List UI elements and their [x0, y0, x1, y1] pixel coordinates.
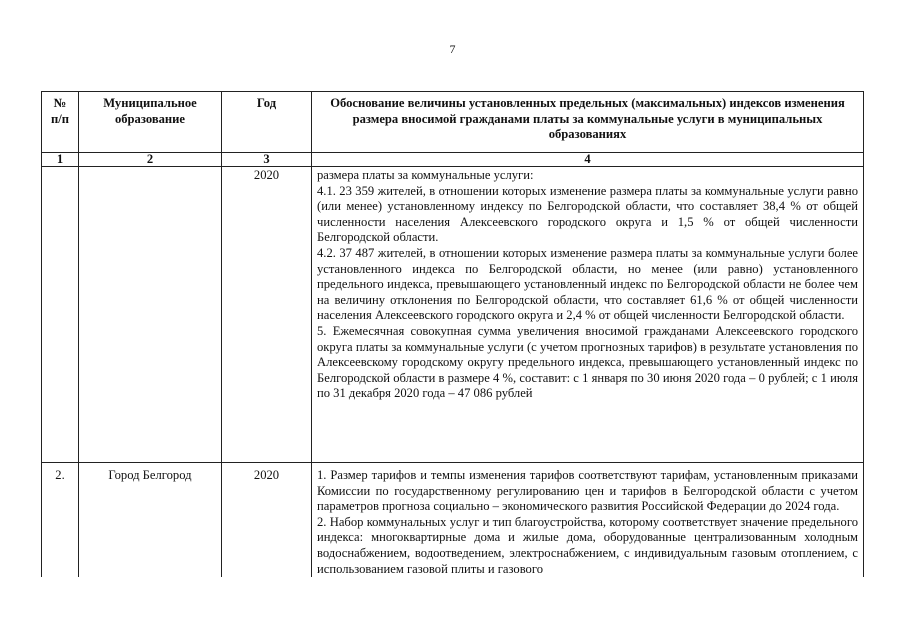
table-header-row — [42, 92, 864, 153]
column-number-row — [42, 153, 864, 167]
table-row — [42, 167, 864, 463]
header-municipality: Муниципальное образование — [79, 92, 222, 153]
table-row — [42, 463, 864, 578]
municipality-name — [79, 167, 222, 463]
rationale-paragraph: 4.2. 37 487 жителей, в отношении которых изменение размера платы за коммунальные услуги более установленного индекса по Белгородской области, но менее (или равно) установленного предельного индекса, превышающего установленный индекс по Белгородской области не более чем на величину отклонения по Белгородской области, что составляет 61,6 % от общей численности населения Алексеевского городского округа и 2,4 % от общей численности Белгородской области. — [317, 245, 858, 323]
rationale-cell — [312, 463, 864, 578]
rationale-paragraph: 1. Размер тарифов и темпы изменения тарифов соответствуют тарифам, установленным приказами Комиссии по государственному регулированию цен и тарифов в Белгородской области с учетом параметров прогноза социально – экономического развития Российской Федерации до 2024 года. — [317, 468, 858, 514]
column-number: 2 — [79, 153, 222, 167]
rationale-table — [41, 91, 864, 577]
rationale-cell — [312, 167, 864, 463]
rationale-paragraph: 5. Ежемесячная совокупная сумма увеличения вносимой гражданами Алексеевского городского округа платы за коммунальные услуги (с учетом прогнозных тарифов) в результате установления по Алексеевскому городскому округу предельного индекса, превышающего установленный индекс по Белгородской области в размере 4 %, составит: с 1 января по 30 июня 2020 года – 0 рублей; с 1 июля по 31 декабря 2020 года – 47 086 рублей — [317, 323, 858, 401]
row-number: 2. — [42, 463, 79, 578]
header-year: Год — [222, 92, 312, 153]
year-cell: 2020 — [222, 463, 312, 578]
rationale-paragraph: размера платы за коммунальные услуги: — [317, 168, 534, 182]
municipality-name: Город Белгород — [79, 463, 222, 578]
page-number: 7 — [449, 42, 456, 56]
year-cell: 2020 — [222, 167, 312, 463]
column-number: 1 — [42, 153, 79, 167]
column-number: 4 — [312, 153, 864, 167]
header-rationale: Обоснование величины установленных предельных (максимальных) индексов изменения размера вносимой гражданами платы за коммунальные услуги в муниципальных образованиях — [312, 92, 864, 153]
rationale-paragraph: 4.1. 23 359 жителей, в отношении которых изменение размера платы за коммунальные услуги равно (или менее) установленному индексу по Белгородской области, что составляет 38,4 % от общей численности населения Алексеевского городского округа и 1,5 % от общей численности Белгородской области. — [317, 183, 858, 245]
rationale-paragraph: 2. Набор коммунальных услуг и тип благоустройства, которому соответствует значение предельного индекса: многоквартирные дома и жилые дома, оборудованные централизованным холодным водоснабжением, водоотведением, электроснабжением, с индивидуальным газовым отоплением, с использованием газовой плиты и газового — [317, 514, 858, 576]
header-no: № п/п — [42, 92, 79, 153]
column-number: 3 — [222, 153, 312, 167]
row-number — [42, 167, 79, 463]
